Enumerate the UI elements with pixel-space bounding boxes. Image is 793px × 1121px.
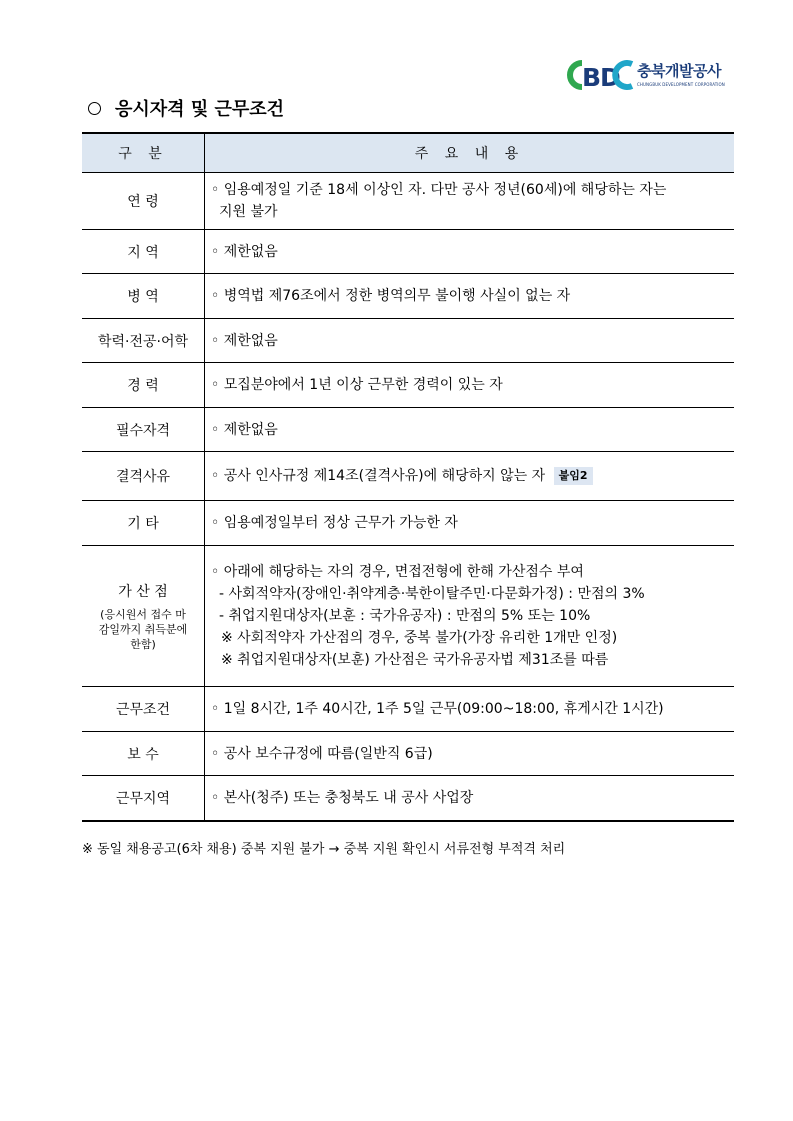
row-content-region: ◦ 제한없음 xyxy=(205,230,735,274)
row-content-bonus-points xyxy=(205,546,735,687)
section-title-text: 응시자격 및 근무조건 xyxy=(115,99,285,120)
table-row xyxy=(82,363,734,408)
content-line: - 사회적약자(장애인·취약계층·북한이탈주민·다문화가정) : 만점의 3% xyxy=(219,586,645,602)
row-label-etc: 기 타 xyxy=(82,501,205,546)
table-row xyxy=(82,408,734,452)
row-label-bonus-points xyxy=(82,546,205,687)
header-content: 주 요 내 용 xyxy=(205,133,735,173)
logo-name-english: CHUNGBUK DEVELOPMENT CORPORATION xyxy=(637,82,725,87)
row-content-salary: ◦ 공사 보수규정에 따름(일반직 6급) xyxy=(205,732,735,776)
circle-bullet-icon xyxy=(88,102,101,115)
row-content-education: ◦ 제한없음 xyxy=(205,319,735,363)
content-line: ◦ 공사 인사규정 제14조(결격사유)에 해당하지 않는 자 xyxy=(211,468,546,484)
table-header-row xyxy=(82,133,734,173)
row-label-disqualification: 결격사유 xyxy=(82,452,205,501)
logo-letter-b: B xyxy=(582,63,602,92)
bonus-points-label: 가 산 점 xyxy=(118,583,168,600)
row-content-age xyxy=(205,173,735,230)
row-label-region: 지 역 xyxy=(82,230,205,274)
qualifications-table xyxy=(82,132,734,822)
row-content-military: ◦ 병역법 제76조에서 정한 병역의무 불이행 사실이 없는 자 xyxy=(205,274,735,319)
row-label-military: 병 역 xyxy=(82,274,205,319)
table-row xyxy=(82,319,734,363)
table-row xyxy=(82,501,734,546)
table-row xyxy=(82,230,734,274)
row-content-work-conditions: ◦ 1일 8시간, 1주 40시간, 1주 5일 근무(09:00~18:00, 휴게시간 1시간) xyxy=(205,687,735,732)
row-label-salary: 보 수 xyxy=(82,732,205,776)
company-logo xyxy=(566,58,725,98)
section-title xyxy=(88,95,284,121)
bonus-points-label-note: (응시원서 접수 마감일까지 취득분에 한함) xyxy=(98,607,188,651)
table-row xyxy=(82,452,734,501)
content-line: ※ 사회적약자 가산점의 경우, 중복 불가(가장 유리한 1개만 인정) xyxy=(221,630,618,646)
row-label-required-license: 필수자격 xyxy=(82,408,205,452)
row-content-required-license: ◦ 제한없음 xyxy=(205,408,735,452)
table-row xyxy=(82,173,734,230)
attachment-badge: 붙임2 xyxy=(554,467,593,485)
table-row xyxy=(82,546,734,687)
content-line: ◦ 아래에 해당하는 자의 경우, 면접전형에 한해 가산점수 부여 xyxy=(211,564,584,580)
row-content-experience: ◦ 모집분야에서 1년 이상 근무한 경력이 있는 자 xyxy=(205,363,735,408)
table-row xyxy=(82,732,734,776)
row-label-education: 학력·전공·어학 xyxy=(82,319,205,363)
row-label-age: 연 령 xyxy=(82,173,205,230)
content-line: ※ 취업지원대상자(보훈) 가산점은 국가유공자법 제31조를 따름 xyxy=(221,652,609,668)
row-content-disqualification xyxy=(205,452,735,501)
table-row xyxy=(82,776,734,821)
header-category: 구 분 xyxy=(82,133,205,173)
content-line: 지원 불가 xyxy=(219,204,278,220)
content-line: - 취업지원대상자(보훈 : 국가유공자) : 만점의 5% 또는 10% xyxy=(219,608,591,624)
logo-name-korean: 충북개발공사 xyxy=(637,62,721,80)
footnote: ※ 동일 채용공고(6차 채용) 중복 지원 불가 → 중복 지원 확인시 서류전형 부적격 처리 xyxy=(82,842,566,857)
logo-letter-d: D xyxy=(600,63,621,92)
row-content-work-location: ◦ 본사(청주) 또는 충청북도 내 공사 사업장 xyxy=(205,776,735,821)
content-line: ◦ 임용예정일 기준 18세 이상인 자. 다만 공사 정년(60세)에 해당하는 자는 xyxy=(211,182,667,198)
table-row xyxy=(82,687,734,732)
row-label-work-location: 근무지역 xyxy=(82,776,205,821)
row-label-work-conditions: 근무조건 xyxy=(82,687,205,732)
table-row xyxy=(82,274,734,319)
row-content-etc: ◦ 임용예정일부터 정상 근무가 가능한 자 xyxy=(205,501,735,546)
row-label-experience: 경 력 xyxy=(82,363,205,408)
cbdc-logo-mark-icon xyxy=(566,58,634,92)
